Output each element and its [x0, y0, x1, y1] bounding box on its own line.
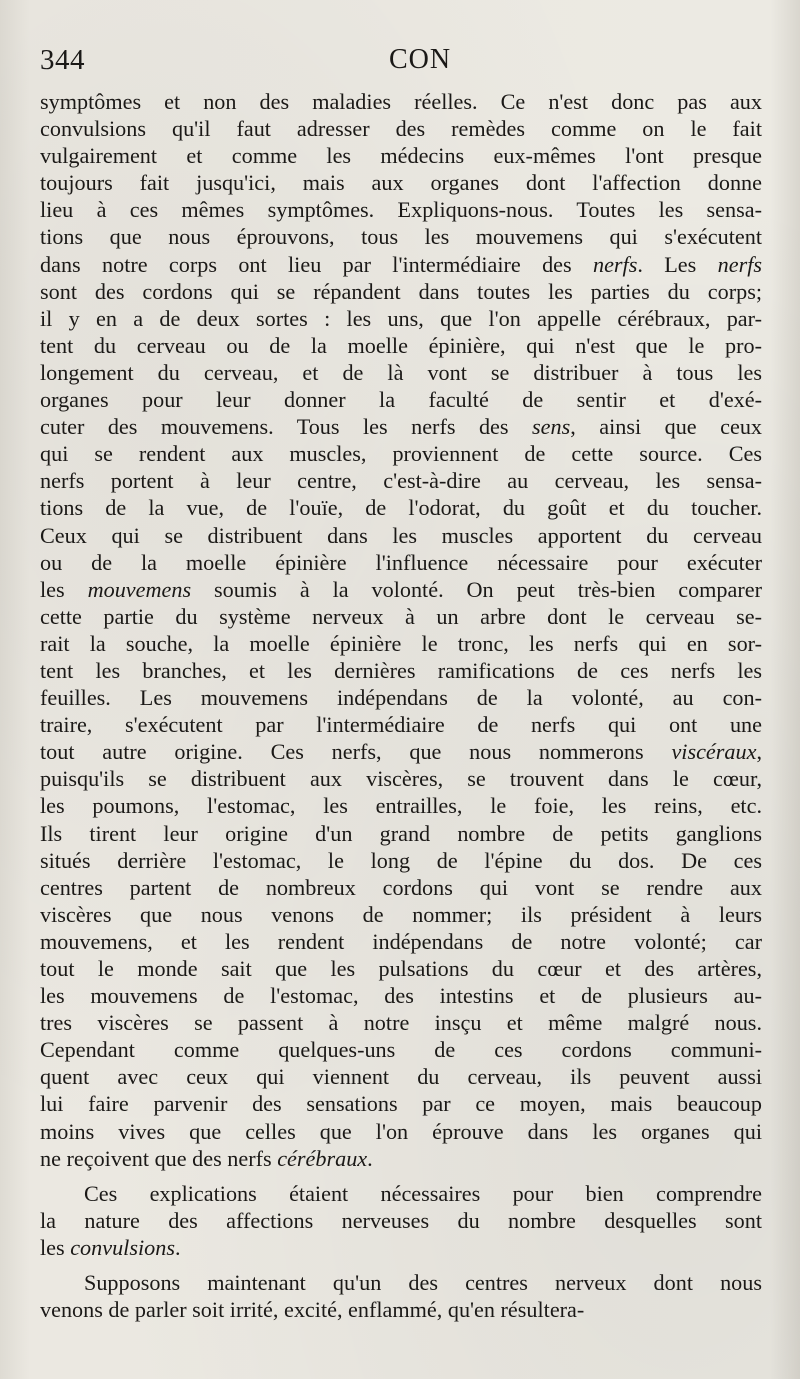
text-line: tres viscères se passent à notre insçu et même malgré nous.: [40, 1010, 762, 1036]
text-line: cuter des mouvemens. Tous les nerfs des sens, ainsi que ceux: [40, 414, 763, 440]
italic-term: cérébraux: [277, 1145, 368, 1171]
text-line: cette partie du système nerveux à un arbre dont le cerveau se-: [40, 603, 762, 629]
text-line: longement du cerveau, et de là vont se distribuer à tous les: [40, 359, 762, 385]
text-line: viscères que nous venons de nommer; ils président à leurs: [40, 901, 762, 927]
text-line: mouvemens, et les rendent indépendans de notre volonté; car: [40, 928, 762, 954]
text-line: feuilles. Les mouvemens indépendans de la volonté, au con-: [40, 685, 762, 711]
text-line: qui se rendent aux muscles, proviennent de cette source. Ces: [40, 441, 762, 467]
text-line: traire, s'exécutent par l'intermédiaire de nerfs qui ont une: [40, 712, 762, 738]
text-line: il y en a de deux sortes : les uns, que l'on appelle cérébraux, par-: [40, 305, 762, 331]
text-line: les convulsions.: [40, 1234, 181, 1260]
italic-term: viscéraux: [671, 739, 757, 765]
text-line: tions de la vue, de l'ouïe, de l'odorat, du goût et du toucher.: [40, 495, 762, 521]
text-line: venons de parler soit irrité, excité, enflammé, qu'en résultera-: [40, 1297, 585, 1323]
text-line: tions que nous éprouvons, tous les mouvemens qui s'exécutent: [40, 224, 762, 250]
italic-term: nerfs: [717, 251, 762, 277]
text-line: Ces explications étaient nécessaires pour bien comprendre: [84, 1180, 762, 1206]
text-line: nerfs portent à leur centre, c'est-à-dire au cerveau, les sensa-: [40, 468, 762, 494]
text-line: Supposons maintenant qu'un des centres nerveux dont nous: [84, 1270, 762, 1296]
text-line: Ils tirent leur origine d'un grand nombre de petits ganglions: [40, 820, 762, 846]
text-line: Cependant comme quelques-uns de ces cordons communi-: [40, 1037, 762, 1063]
text-line: symptômes et non des maladies réelles. Ce n'est donc pas aux: [40, 89, 762, 114]
text-line: quent avec ceux qui viennent du cerveau, ils peuvent aussi: [40, 1064, 762, 1090]
text-line: les poumons, l'estomac, les entrailles, le foie, les reins, etc.: [40, 793, 762, 819]
italic-term: sens: [532, 414, 571, 440]
text-line: toujours fait jusqu'ici, mais aux organes dont l'affection donne: [40, 170, 762, 196]
text-line: tout autre origine. Ces nerfs, que nous nommerons viscéraux,: [40, 739, 762, 765]
text-line: tent du cerveau ou de la moelle épinière, qui n'est que le pro-: [40, 332, 762, 358]
text-line: lui faire parvenir des sensations par ce moyen, mais beaucoup: [40, 1091, 762, 1117]
text-line: la nature des affections nerveuses du nombre desquelles sont: [40, 1207, 762, 1233]
text-line: organes pour leur donner la faculté de sentir et d'exé-: [40, 387, 762, 413]
text-line: ne reçoivent que des nerfs cérébraux.: [40, 1145, 373, 1171]
text-line: dans notre corps ont lieu par l'intermédiaire des nerfs. Les nerfs: [40, 251, 762, 277]
italic-term: convulsions: [70, 1234, 175, 1260]
text-line: moins vives que celles que l'on éprouve dans les organes qui: [40, 1118, 762, 1144]
text-line: tout le monde sait que les pulsations du cœur et des artères,: [40, 956, 762, 981]
text-line: situés derrière l'estomac, le long de l'épine du dos. De ces: [40, 847, 762, 873]
page-number: 344: [40, 44, 85, 76]
text-line: rait la souche, la moelle épinière le tronc, les nerfs qui en sor-: [40, 630, 762, 656]
body-text: [40, 88, 762, 1323]
italic-term: nerfs: [592, 251, 638, 277]
italic-term: mouvemens: [87, 576, 192, 602]
text-line: centres partent de nombreux cordons qui vont se rendre aux: [40, 874, 762, 900]
running-title: CON: [388, 44, 452, 75]
text-line: vulgairement et comme les médecins eux-mêmes l'ont presque: [40, 143, 762, 169]
text-line: tent les branches, et les dernières ramifications de ces nerfs les: [40, 657, 762, 683]
page-header: [40, 44, 770, 84]
text-line: ou de la moelle épinière l'influence nécessaire pour exécuter: [40, 549, 762, 575]
text-line: les mouvemens de l'estomac, des intestins et de plusieurs au-: [40, 983, 762, 1009]
text-line: puisqu'ils se distribuent aux viscères, se trouvent dans le cœur,: [40, 766, 762, 792]
text-line: Ceux qui se distribuent dans les muscles apportent du cerveau: [40, 522, 762, 548]
text-line: sont des cordons qui se répandent dans toutes les parties du corps;: [40, 278, 762, 304]
text-line: convulsions qu'il faut adresser des remèdes comme on le fait: [40, 116, 762, 142]
text-line: lieu à ces mêmes symptômes. Expliquons-nous. Toutes les sensa-: [40, 197, 762, 223]
text-line: les mouvemens soumis à la volonté. On peut très-bien comparer: [40, 576, 762, 602]
